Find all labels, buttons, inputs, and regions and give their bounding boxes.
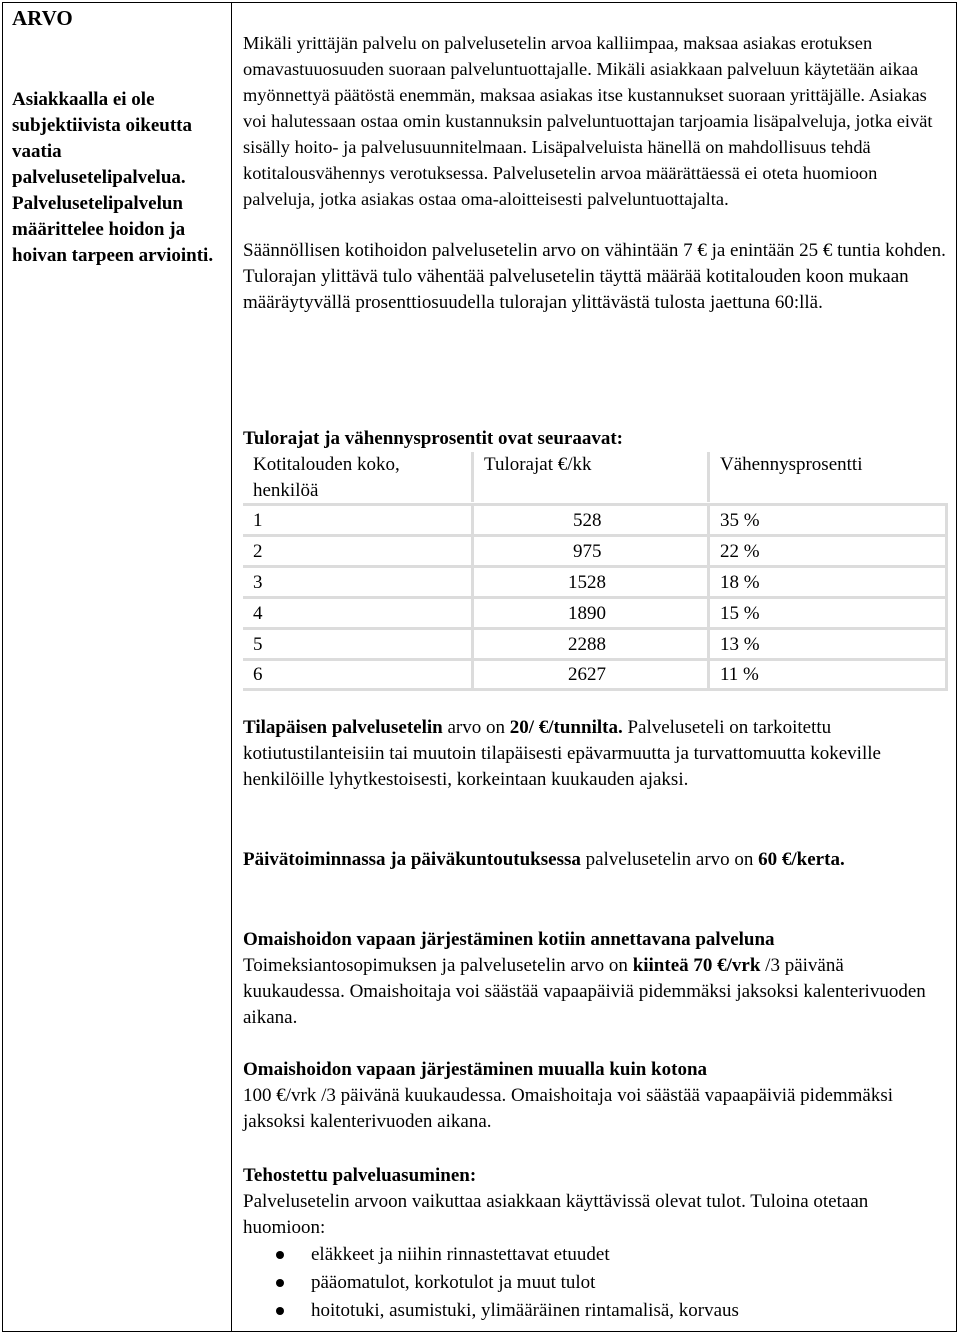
carer-away-heading: Omaishoidon vapaan järjestäminen muualla kuin kotona <box>243 1059 708 1080</box>
table-grid-line <box>707 452 710 502</box>
table-cell-limit: 2627 <box>568 664 606 685</box>
table-row-separator <box>243 688 948 691</box>
table-cell-size: 6 <box>253 664 263 685</box>
carer-home-text: Toimeksiantosopimuksen ja palvelusetelin arvo on <box>243 955 633 976</box>
table-cell-percent: 35 % <box>720 510 760 531</box>
day-activity-text: palvelusetelin arvo on <box>580 849 759 870</box>
table-cell-limit: 1528 <box>568 572 606 593</box>
bullet-icon <box>276 1251 284 1259</box>
list-item <box>243 1297 948 1325</box>
left-column <box>12 4 226 269</box>
table-cell-size: 3 <box>253 572 263 593</box>
table-cell-size: 5 <box>253 634 263 655</box>
intro-paragraph-2: Säännöllisen kotihoidon palvelusetelin arvo on vähintään 7 € ja enintään 25 € tuntia kohden. Tulorajan ylittävä tulo vähentää palvelusetelin täyttä määrää kotitalouden koon mukaan määräytyvällä prosenttiosuudella tulorajan ylittävästä tulosta jaettuna 60:llä. <box>243 240 946 313</box>
table-cell-percent: 15 % <box>720 603 760 624</box>
carer-away-paragraph: 100 €/vrk /3 päivänä kuukaudessa. Omaishoitaja voi säästää vapaapäiviä pidemmäksi jaksoksi kalenterivuoden aikana. <box>243 1085 894 1132</box>
table-cell-limit: 1890 <box>568 603 606 624</box>
table-row-separator <box>243 565 948 568</box>
table-row-separator <box>243 596 948 599</box>
table-cell-percent: 13 % <box>720 634 760 655</box>
enhanced-housing-paragraph: Palvelusetelin arvoon vaikuttaa asiakkaan käyttävissä olevat tulot. Tuloina otetaan huomioon: <box>243 1191 869 1238</box>
bullet-icon <box>276 1279 284 1287</box>
table-row-separator <box>243 534 948 537</box>
column-divider <box>231 2 232 1332</box>
carer-home-heading: Omaishoidon vapaan järjestäminen kotiin annettavana palveluna <box>243 929 775 950</box>
table-cell-size: 1 <box>253 510 263 531</box>
temporary-voucher-value: 20/ €/tunnilta. <box>509 717 623 738</box>
table-header-household: Kotitalouden koko, henkilöä <box>253 454 400 501</box>
list-item-text: eläkkeet ja niihin rinnastettavat etuudet <box>311 1244 610 1265</box>
day-activity-label: Päivätoiminnassa ja päiväkuntoutuksessa <box>243 849 581 870</box>
table-cell-limit: 2288 <box>568 634 606 655</box>
list-item-text: hoitotuki, asumistuki, ylimääräinen rintamalisä, korvaus <box>311 1300 739 1321</box>
intro-paragraph-1: Mikäli yrittäjän palvelu on palvelusetelin arvoa kalliimpaa, maksaa asiakas erotuksen omavastuuosuuden suoraan palveluntuottajalle. Mikäli asiakkaan palveluun käytetään aikaa myönnettyä päätöstä enemmän, maksaa asiakas itse kustannukset suoraan yrittäjälle. Asiakas voi halutessaan ostaa omin kustannuksin palveluntuottajan tarjoamia lisäpalveluja, jotka eivät sisälly hoito- ja palvelusuunnitelmaan. Lisäpalveluista hänellä on mahdollisuus tehdä kotitalousvähennys verotuksessa. Palvelusetelin arvoa määrättäessä ei oteta huomioon palveluja, jotka asiakas ostaa oma-aloitteisesti palveluntuottajalta. <box>243 33 933 209</box>
carer-home-value: kiinteä 70 €/vrk <box>632 955 761 976</box>
income-list <box>243 1241 948 1325</box>
table-cell-limit: 528 <box>573 510 602 531</box>
list-item <box>243 1269 948 1297</box>
temporary-voucher-section <box>243 715 948 793</box>
table-title: Tulorajat ja vähennysprosentit ovat seuraavat: <box>243 428 624 449</box>
day-activity-section <box>243 847 948 873</box>
temporary-voucher-description: Palveluseteli on tarkoitettu kotiutustilanteisiin tai muutoin tilapäisesti epävarmuutta ja turvattomuutta kokeville henkilöille lyhytkestoisesti, korkeintaan kuukauden ajaksi. <box>243 717 881 790</box>
intro-section <box>243 30 948 316</box>
carer-home-paragraph <box>243 953 948 1031</box>
temporary-voucher-label: Tilapäisen palvelusetelin <box>243 717 443 738</box>
table-header-reduction: Vähennysprosentti <box>720 454 863 475</box>
table-cell-percent: 22 % <box>720 541 760 562</box>
table-cell-size: 2 <box>253 541 263 562</box>
carer-home-section <box>243 927 948 1031</box>
table-row-separator <box>243 503 948 506</box>
enhanced-housing-heading: Tehostettu palveluasuminen: <box>243 1165 477 1186</box>
table-cell-percent: 18 % <box>720 572 760 593</box>
table-row-separator <box>243 658 948 661</box>
bullet-icon <box>276 1307 284 1315</box>
section-title: ARVO <box>12 6 73 30</box>
table-cell-limit: 975 <box>573 541 602 562</box>
side-note: Asiakkaalla ei ole subjektiivista oikeutta vaatia palvelusetelipalvelua. Palvelusetelipalvelun määrittelee hoidon ja hoivan tarpeen arviointi. <box>12 89 214 266</box>
carer-home-text-rest: /3 päivänä kuukaudessa. Omaishoitaja voi säästää vapaapäiviä pidemmäksi jaksoksi kalenterivuoden aikana. <box>243 955 926 1028</box>
table-cell-percent: 11 % <box>720 664 759 685</box>
list-item-text: pääomatulot, korkotulot ja muut tulot <box>311 1272 596 1293</box>
temporary-voucher-paragraph <box>243 715 948 793</box>
carer-away-section <box>243 1057 948 1135</box>
temporary-voucher-text: arvo on <box>442 717 510 738</box>
day-activity-paragraph <box>243 847 948 873</box>
table-cell-size: 4 <box>253 603 263 624</box>
day-activity-value: 60 €/kerta. <box>758 849 845 870</box>
table-header-income-limit: Tulorajat €/kk <box>484 454 592 475</box>
list-item <box>243 1241 948 1269</box>
table-row-separator <box>243 627 948 630</box>
table-grid-line <box>471 452 474 502</box>
enhanced-housing-section <box>243 1163 948 1325</box>
